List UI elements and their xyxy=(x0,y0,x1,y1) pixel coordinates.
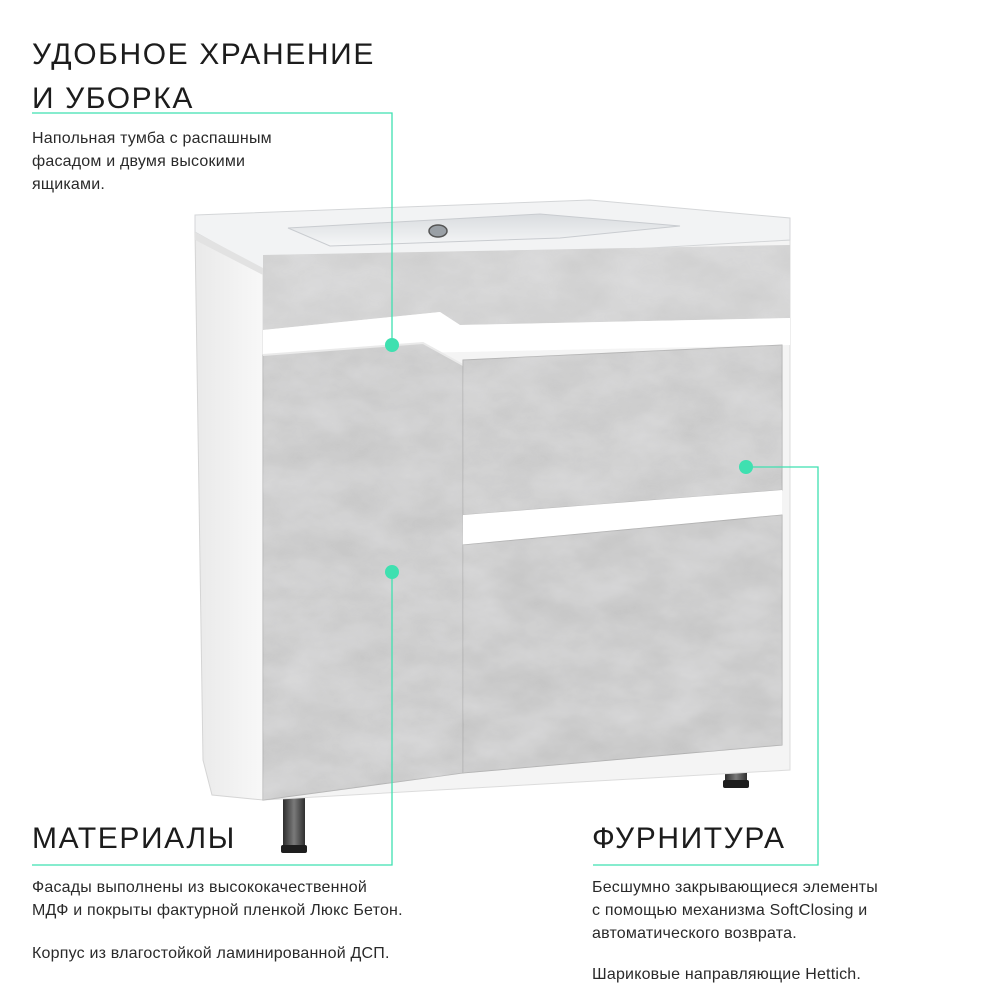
hardware-description-2: Шариковые направляющие Hettich. xyxy=(592,966,862,983)
leg-foot xyxy=(723,780,749,788)
storage-description xyxy=(32,127,272,196)
materials-text-line: МДФ и покрыты фактурной пленкой Люкс Бетон. xyxy=(32,902,403,919)
materials-text-line: Фасады выполнены из высококачественной xyxy=(32,879,367,896)
cabinet-side-panel xyxy=(195,232,263,800)
materials-description xyxy=(32,876,403,922)
storage-text-line: Напольная тумба с распашным xyxy=(32,130,272,147)
materials-description-2: Корпус из влагостойкой ламинированной ДСП. xyxy=(32,945,390,962)
bottom-drawer xyxy=(463,515,782,773)
storage-text-line: ящиками. xyxy=(32,176,105,193)
storage-text-line: фасадом и двумя высокими xyxy=(32,153,246,170)
materials-heading: МАТЕРИАЛЫ xyxy=(32,822,236,855)
top-drawer xyxy=(463,345,782,515)
callout-dot xyxy=(385,338,399,352)
drain-icon xyxy=(429,225,447,237)
hardware-heading: ФУРНИТУРА xyxy=(592,822,786,855)
left-door xyxy=(263,343,463,800)
hardware-text-line: автоматического возврата. xyxy=(592,925,797,942)
hardware-text-line: с помощью механизма SoftClosing и xyxy=(592,902,868,919)
leg-front-left xyxy=(283,795,305,850)
hardware-text-line: Бесшумно закрывающиеся элементы xyxy=(592,879,879,896)
storage-heading-line: УДОБНОЕ ХРАНЕНИЕ xyxy=(32,38,375,71)
storage-heading-line: И УБОРКА xyxy=(32,82,194,115)
hardware-description xyxy=(592,876,878,945)
storage-heading xyxy=(32,33,375,121)
leg-foot xyxy=(281,845,307,853)
callout-dot xyxy=(739,460,753,474)
callout-dot xyxy=(385,565,399,579)
